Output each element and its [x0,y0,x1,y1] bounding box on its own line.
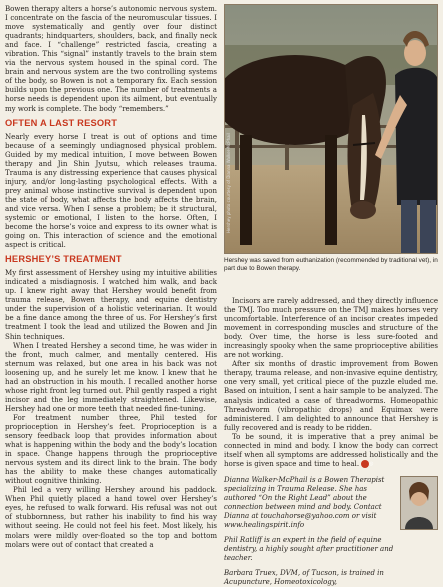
hershey-paragraph-3: For treatment number three, Phil tested for proprioception in Hershey’s feet. Proprioception is a sensory feedback loop that provides information about what is happening within the body and the body’s location in space. Change happens through the proprioceptive nervous system and its direct link to the brain. The body has the ability to make these changes automatically without cognitive thinking. [5,412,217,486]
end-of-article-mark: ◎ [361,460,369,468]
photo-credit: Hershey photo courtesy of Dianna Walker-McPhail [226,133,231,233]
photo-block [224,4,438,273]
right-column [224,296,438,587]
bio-barbara: Barbara Truex, DVM, of Tucson, is trained in Acupuncture, Homeotoxicology, [224,568,384,586]
author-bio-block [224,476,438,587]
last-resort-paragraph: Nearly every horse I treat is out of options and time because of a seemingly undiagnosed physical problem. Guided by my medical intuition, I move between Bowen therapy and Jin Shin Jyutsu, which releases trauma. Trauma is any distressing experience that causes physical injury, and/or long-lasting psychological effects. With a prey animal whose instinctive survival is dependent upon the state of body, what affects the body affects the brain, and vice versa. When I sense a problem; be it structural, systemic or emotional, I listen to the horse. Often, I become the horse’s voice and express to its owner what is going on. This interaction of science and the emotional aspect is critical. [5,131,217,250]
hershey-paragraph-1: My first assessment of Hershey using my intuitive abilities indicated a misdiagnosis. I watched him walk, and back up. I knew right away that Hershey would benefit from trauma release, Bowen therapy, and equine dentistry under the supervision of a holistic veterinarian. It would be a fine dance among the three of us. For Hershey’s first treatment I took the lead and utilized the Bowen and Jin Shin techniques. [5,268,217,341]
author-portrait [401,477,437,529]
left-column [5,4,217,549]
heading-last-resort: OFTEN A LAST RESORT [5,117,118,128]
hershey-paragraph-2: When I treated Hershey a second time, he was wider in the front, much calmer, and mentally centered. His sternum was relaxed, but one area in his back was not loosening up, and he surely let me know. I knew that he had an obstruction in his mouth. I recalled another horse whose right front leg turned out. Phil gently rasped a right incisor and the leg immediately straightened. Likewise, Hershey had one or more teeth that needed fine-tuning. [5,340,217,413]
intro-paragraph: Bowen therapy alters a horse’s autonomic nervous system. I concentrate on the fascia of the neuromuscular tissues. I move systematically and gently over four distinct quadrants; hindquarters, shoulders, back, and finally neck and face. I “challenge” restricted fascia, creating a vibration. This “signal” instantly travels to the brain stem via the nervous system housed in the spinal cord. The brain and nervous system are the two controlling systems of the body, so Bowen is not a temporary fix. Each session builds upon the previous one. The number of treatments a horse needs is dependent upon its ailment, but eventually my work is complete. The body “remembers.” [5,4,217,113]
horse-photo-illustration [225,5,437,253]
right-paragraph-3-text: To be sound, it is imperative that a prey animal be connected in mind and body. I know the body can correct itself when all symptoms are addressed holistically and the horse is given space and time to heal. [224,431,438,468]
bio-phil: Phil Ratliff is an expert in the field of equine dentistry, a highly sought after practitioner and teacher. [224,535,394,562]
right-paragraph-2: After six months of drastic improvement from Bowen therapy, trauma release, and non-invasive equine dentistry, one very small, yet critical piece of the puzzle eluded me. Based on intuition, I sent a hair sample to be analyzed. The analysis indicated a case of threadworms. Homeopathic Threadworm (vibropathic drops) and Equimax were administered. I am delighted to announce that Hershey is fully recovered and is ready to be ridden. [224,359,438,432]
author-photo [400,476,438,530]
author-bio-text [224,476,396,587]
hershey-paragraph-4: Phil led a very willing Hershey around his paddock. When Phil quietly placed a hand towel over Hershey’s eyes, he refused to walk forward. His refusal was not out of stubbornness, but rather his inability to find his way without seeing. He could not feel his feet. Most likely, his molars were mildly over-floated so the top and bottom molars were out of contact that created a [5,485,217,549]
right-paragraph-3 [224,432,438,468]
bio-dianna: Dianna Walker-McPhail is a Bowen Therapist specializing in Trauma Release. She has authored “On the Right Lead” about the connection between mind and body. Contact Dianna at touchahorse@yahoo.com or visit www.healingspirit.info [224,475,385,529]
photo-caption: Hershey was saved from euthanization (recommended by traditional vet), in part due to Bowen therapy. [224,257,438,272]
right-paragraph-1: Incisors are rarely addressed, and they directly influence the TMJ. Too much pressure on the TMJ makes horses very uncomfortable. Interference of an incisor creates impeded movement in corresponding muscles and structure of the body. Over time, the horse is less sure-footed and increasingly spooky when the same proprioceptive abilities are not working. [224,296,438,360]
horse-photo [224,4,438,254]
heading-hershey-treatment: HERSHEY’S TREATMENT [5,254,122,265]
